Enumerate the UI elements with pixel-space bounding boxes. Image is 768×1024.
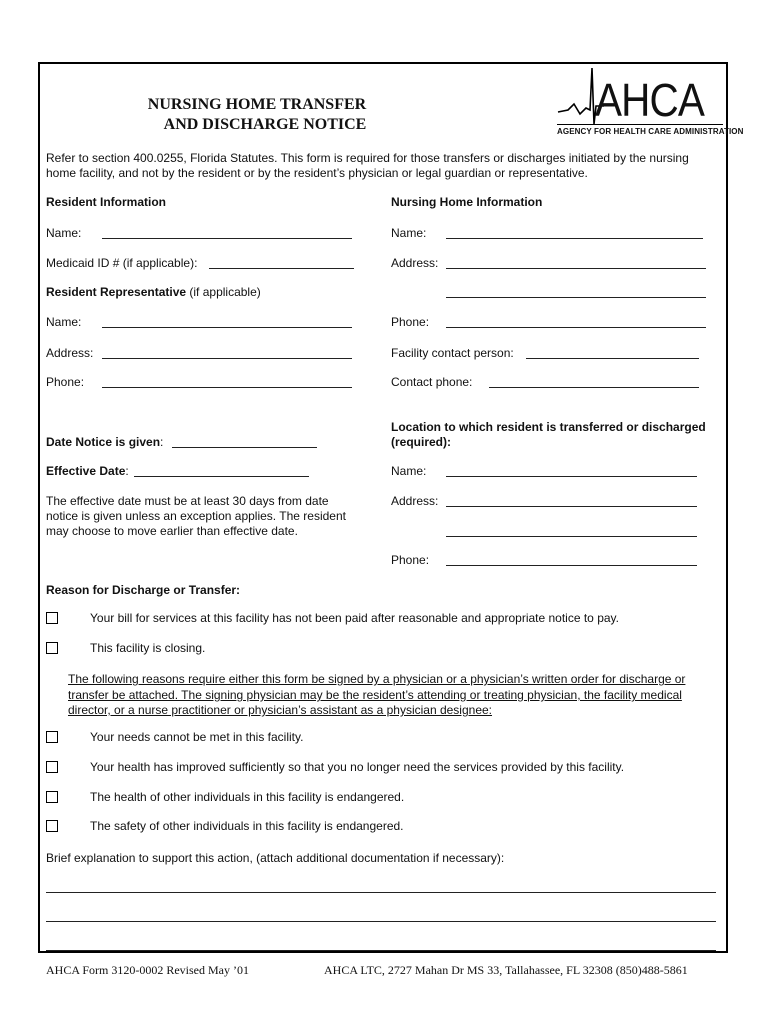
rep-address-field[interactable] — [102, 358, 352, 359]
facility-address-field[interactable] — [446, 268, 706, 269]
representative-heading: Resident Representative (if applicable) — [46, 285, 261, 299]
explanation-field-line2[interactable] — [46, 921, 716, 922]
physician-note-line2: transfer be attached. The signing physician may be the resident’s attending or treating physician, the facility medical — [68, 688, 682, 702]
checkbox-health-improved[interactable] — [46, 761, 58, 773]
medicaid-id-label: Medicaid ID # (if applicable): — [46, 256, 198, 270]
physician-note-line3: director, or a nurse practitioner or physician’s assistant as a physician designee: — [68, 703, 493, 717]
destination-name-field[interactable] — [446, 476, 697, 477]
reason-health-improved: Your health has improved sufficiently so that you no longer need the services provided by this facility. — [90, 760, 625, 774]
footer-address: AHCA LTC, 2727 Mahan Dr MS 33, Tallahassee, FL 32308 (850)488-5861 — [324, 963, 688, 977]
contact-phone-label: Contact phone: — [391, 375, 473, 389]
reason-unpaid-bill: Your bill for services at this facility has not been paid after reasonable and appropriate notice to pay. — [90, 611, 619, 625]
rep-name-field[interactable] — [102, 327, 352, 328]
contact-phone-field[interactable] — [489, 387, 699, 388]
destination-address-label: Address: — [391, 494, 439, 508]
date-notice-field[interactable] — [172, 447, 317, 448]
checkbox-safety-endangered[interactable] — [46, 820, 58, 832]
effective-date-field[interactable] — [134, 476, 309, 477]
resident-name-label: Name: — [46, 226, 82, 240]
destination-heading-line2: (required): — [391, 435, 451, 449]
destination-address-field-line2[interactable] — [446, 536, 697, 537]
reason-safety-endangered: The safety of other individuals in this facility is endangered. — [90, 819, 404, 833]
rep-phone-field[interactable] — [102, 387, 352, 388]
facility-name-field[interactable] — [446, 238, 703, 239]
explanation-field-line1[interactable] — [46, 892, 716, 893]
checkbox-facility-closing[interactable] — [46, 642, 58, 654]
facility-phone-field[interactable] — [446, 327, 706, 328]
reason-needs-not-met: Your needs cannot be met in this facility. — [90, 730, 304, 744]
form-title-line2: AND DISCHARGE NOTICE — [163, 116, 367, 133]
reason-facility-closing: This facility is closing. — [90, 641, 206, 655]
explanation-field-line3[interactable] — [46, 950, 716, 951]
intro-line1: Refer to section 400.0255, Florida Statutes. This form is required for those transfers or discharges initiated by the nursing — [46, 151, 689, 165]
facility-address-label: Address: — [391, 256, 439, 270]
resident-info-heading: Resident Information — [46, 195, 167, 209]
destination-phone-label: Phone: — [391, 553, 430, 567]
facility-name-label: Name: — [391, 226, 427, 240]
rep-address-label: Address: — [46, 346, 94, 360]
form-title-line1: NURSING HOME TRANSFER — [147, 96, 367, 113]
effective-note-line1: The effective date must be at least 30 days from date — [46, 494, 329, 508]
physician-note-line1: The following reasons require either this form be signed by a physician or a physician’s written order for discharge or — [68, 672, 686, 686]
destination-name-label: Name: — [391, 464, 427, 478]
facility-address-field-line2[interactable] — [446, 297, 706, 298]
effective-note-line3: may choose to move earlier than effective date. — [46, 524, 298, 538]
explanation-label: Brief explanation to support this action, (attach additional documentation if necessary): — [46, 851, 505, 865]
reason-health-endangered: The health of other individuals in this facility is endangered. — [90, 790, 405, 804]
rep-phone-label: Phone: — [46, 375, 85, 389]
rep-name-label: Name: — [46, 315, 82, 329]
checkbox-health-endangered[interactable] — [46, 791, 58, 803]
logo-text: AHCA — [595, 74, 704, 126]
footer-form-id: AHCA Form 3120-0002 Revised May ’01 — [46, 963, 249, 977]
facility-contact-label: Facility contact person: — [391, 346, 514, 360]
medicaid-id-field[interactable] — [209, 268, 354, 269]
logo-subtitle: AGENCY FOR HEALTH CARE ADMINISTRATION — [557, 127, 744, 136]
destination-address-field[interactable] — [446, 506, 697, 507]
intro-line2: home facility, and not by the resident or by the resident’s physician or legal guardian or representative. — [46, 166, 588, 180]
date-notice-label: Date Notice is given: — [46, 435, 164, 449]
facility-phone-label: Phone: — [391, 315, 430, 329]
effective-date-label: Effective Date: — [46, 464, 129, 478]
nursing-home-heading: Nursing Home Information — [391, 195, 543, 209]
resident-name-field[interactable] — [102, 238, 352, 239]
destination-phone-field[interactable] — [446, 565, 697, 566]
checkbox-needs-not-met[interactable] — [46, 731, 58, 743]
destination-heading-line1: Location to which resident is transferred or discharged — [391, 420, 706, 434]
checkbox-unpaid-bill[interactable] — [46, 612, 58, 624]
effective-note-line2: notice is given unless an exception applies. The resident — [46, 509, 346, 523]
reasons-heading: Reason for Discharge or Transfer: — [46, 583, 241, 597]
facility-contact-field[interactable] — [526, 358, 699, 359]
logo-rule — [557, 124, 723, 125]
